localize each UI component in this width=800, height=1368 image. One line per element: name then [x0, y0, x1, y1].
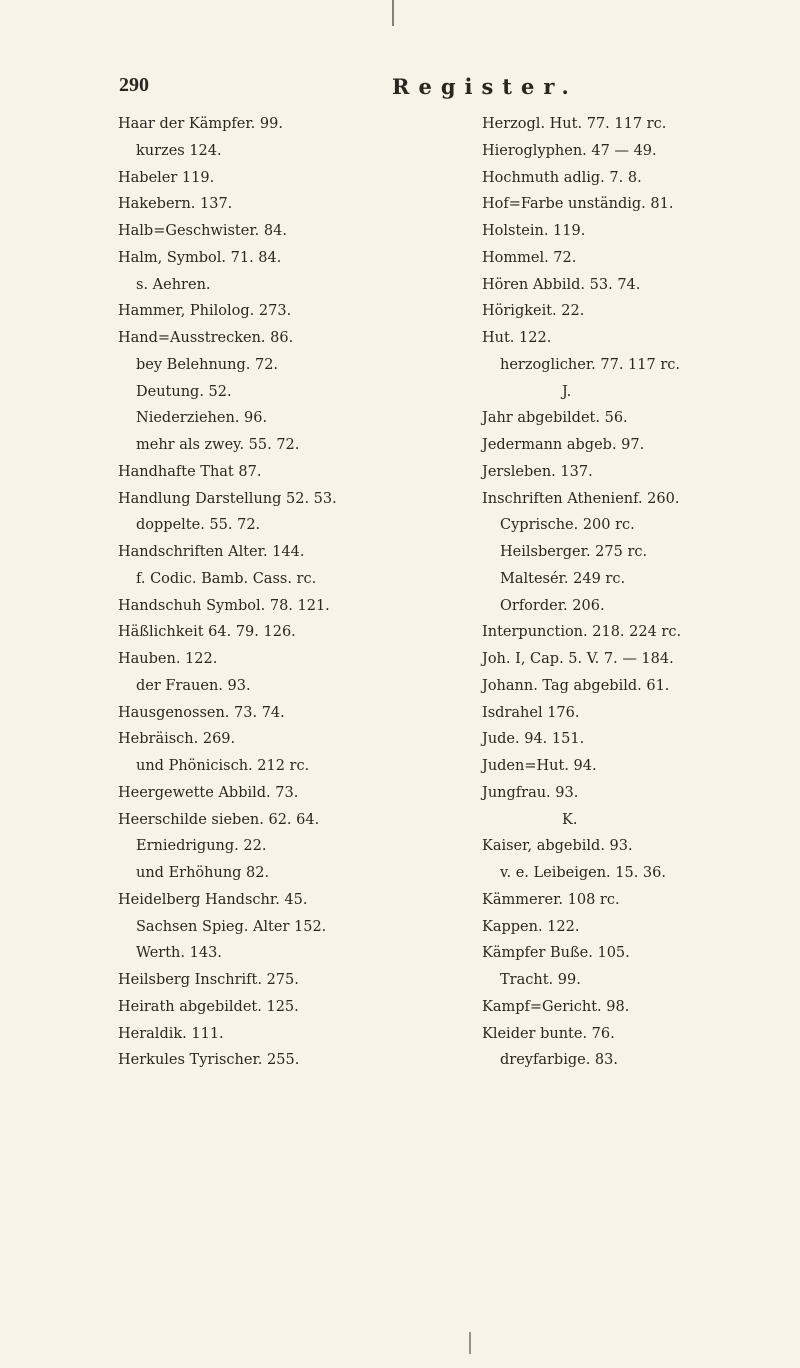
index-subentry: und Erhöhung 82. [136, 865, 270, 881]
index-subentry: bey Belehnung. 72. [136, 356, 279, 373]
index-subentry: herzoglicher. 77. 117 rc. [500, 356, 680, 373]
index-entry: Habeler 119. [118, 169, 215, 186]
index-entry: Handlung Darstellung 52. 53. [118, 490, 337, 507]
index-entry: Heirath abgebildet. 125. [118, 998, 299, 1015]
index-entry: Joh. I, Cap. 5. V. 7. — 184. [482, 651, 674, 667]
index-entry: Hut. 122. [482, 330, 552, 346]
index-entry: Jungfrau. 93. [482, 784, 579, 801]
index-subentry: Orforder. 206. [500, 597, 605, 614]
index-entry: Hörigkeit. 22. [482, 303, 585, 320]
index-entry: Heraldik. 111. [118, 1025, 224, 1042]
index-entry: Isdrahel 176. [482, 704, 580, 721]
index-entry: Heerschilde sieben. 62. 64. [118, 811, 320, 828]
index-entry: Hausgenossen. 73. 74. [118, 704, 285, 721]
index-entry: Jersleben. 137. [482, 463, 593, 480]
index-entry: Heidelberg Handschr. 45. [118, 891, 308, 908]
index-entry: Handschuh Symbol. 78. 121. [118, 597, 330, 614]
page-number: 290 [119, 74, 149, 96]
index-column-left [118, 111, 458, 1074]
index-entry: Häßlichkeit 64. 79. 126. [118, 624, 296, 641]
index-entry: Juden=Hut. 94. [482, 758, 597, 774]
index-entry: Heilsberg Inschrift. 275. [118, 972, 299, 988]
index-entry: Kampf=Gericht. 98. [482, 998, 630, 1015]
index-subentry: Niederziehen. 96. [136, 410, 268, 427]
index-entry: Johann. Tag abgebild. 61. [482, 677, 670, 694]
index-entry: Haar der Kämpfer. 99. [118, 116, 283, 132]
index-entry: Kleider bunte. 76. [482, 1025, 615, 1042]
page-edge-mark [392, 0, 394, 26]
index-entry: Hauben. 122. [118, 651, 218, 667]
index-subentry: Tracht. 99. [500, 972, 581, 988]
index-subentry: f. Codic. Bamb. Cass. rc. [136, 570, 317, 587]
index-entry: Hören Abbild. 53. 74. [482, 276, 641, 293]
index-subentry: kurzes 124. [136, 142, 222, 159]
index-subentry: der Frauen. 93. [136, 677, 251, 694]
index-subentry: Cyprische. 200 rc. [500, 517, 635, 534]
index-subentry: s. Aehren. [136, 276, 211, 293]
index-subentry: doppelte. 55. 72. [136, 517, 261, 534]
index-section-letter: J. [562, 383, 572, 400]
index-entry: Interpunction. 218. 224 rc. [482, 624, 682, 641]
index-subentry: Sachsen Spieg. Alter 152. [136, 918, 327, 935]
page-header [0, 74, 800, 114]
index-entry: Hand=Ausstrecken. 86. [118, 330, 294, 346]
index-entry: Hebräisch. 269. [118, 731, 236, 748]
index-entry: Hakebern. 137. [118, 196, 233, 213]
index-entry: Jedermann abgeb. 97. [482, 437, 645, 453]
index-entry: Jude. 94. 151. [482, 731, 585, 748]
index-entry: Kämpfer Buße. 105. [482, 945, 630, 962]
index-entry: Inschriften Athenienf. 260. [482, 490, 680, 507]
index-subentry: Maltesér. 249 rc. [500, 570, 626, 587]
index-subentry: Werth. 143. [136, 945, 222, 962]
index-subentry: dreyfarbige. 83. [500, 1052, 618, 1069]
index-entry: Handschriften Alter. 144. [118, 544, 305, 560]
running-head: Register. [392, 74, 578, 99]
index-entry: Handhafte That 87. [118, 463, 262, 480]
index-entry: Hochmuth adlig. 7. 8. [482, 169, 642, 186]
index-entry: Halm, Symbol. 71. 84. [118, 249, 282, 266]
page-edge-mark-bottom [469, 1332, 471, 1354]
index-column-right [482, 111, 800, 1074]
index-entry: Kaiser, abgebild. 93. [482, 838, 633, 855]
index-entry: Hieroglyphen. 47 — 49. [482, 142, 657, 159]
index-subentry: v. e. Leibeigen. 15. 36. [500, 865, 666, 881]
index-entry: Hommel. 72. [482, 249, 577, 266]
index-subentry: Deutung. 52. [136, 383, 232, 400]
index-entry: Hammer, Philolog. 273. [118, 303, 292, 320]
index-subentry: Heilsberger. 275 rc. [500, 544, 648, 560]
index-entry: Jahr abgebildet. 56. [482, 410, 628, 427]
index-entry: Heergewette Abbild. 73. [118, 784, 299, 801]
index-subentry: Erniedrigung. 22. [136, 838, 267, 855]
index-entry: Kappen. 122. [482, 918, 580, 935]
index-section-letter: K. [562, 811, 578, 828]
index-entry: Halb=Geschwister. 84. [118, 223, 287, 239]
index-subentry: und Phönicisch. 212 rc. [136, 758, 310, 774]
index-entry: Holstein. 119. [482, 223, 586, 239]
index-subentry: mehr als zwey. 55. 72. [136, 437, 300, 453]
index-entry: Hof=Farbe unständig. 81. [482, 196, 674, 213]
index-entry: Kämmerer. 108 rc. [482, 891, 620, 908]
index-entry: Herkules Tyrischer. 255. [118, 1052, 300, 1069]
index-entry: Herzogl. Hut. 77. 117 rc. [482, 116, 667, 132]
